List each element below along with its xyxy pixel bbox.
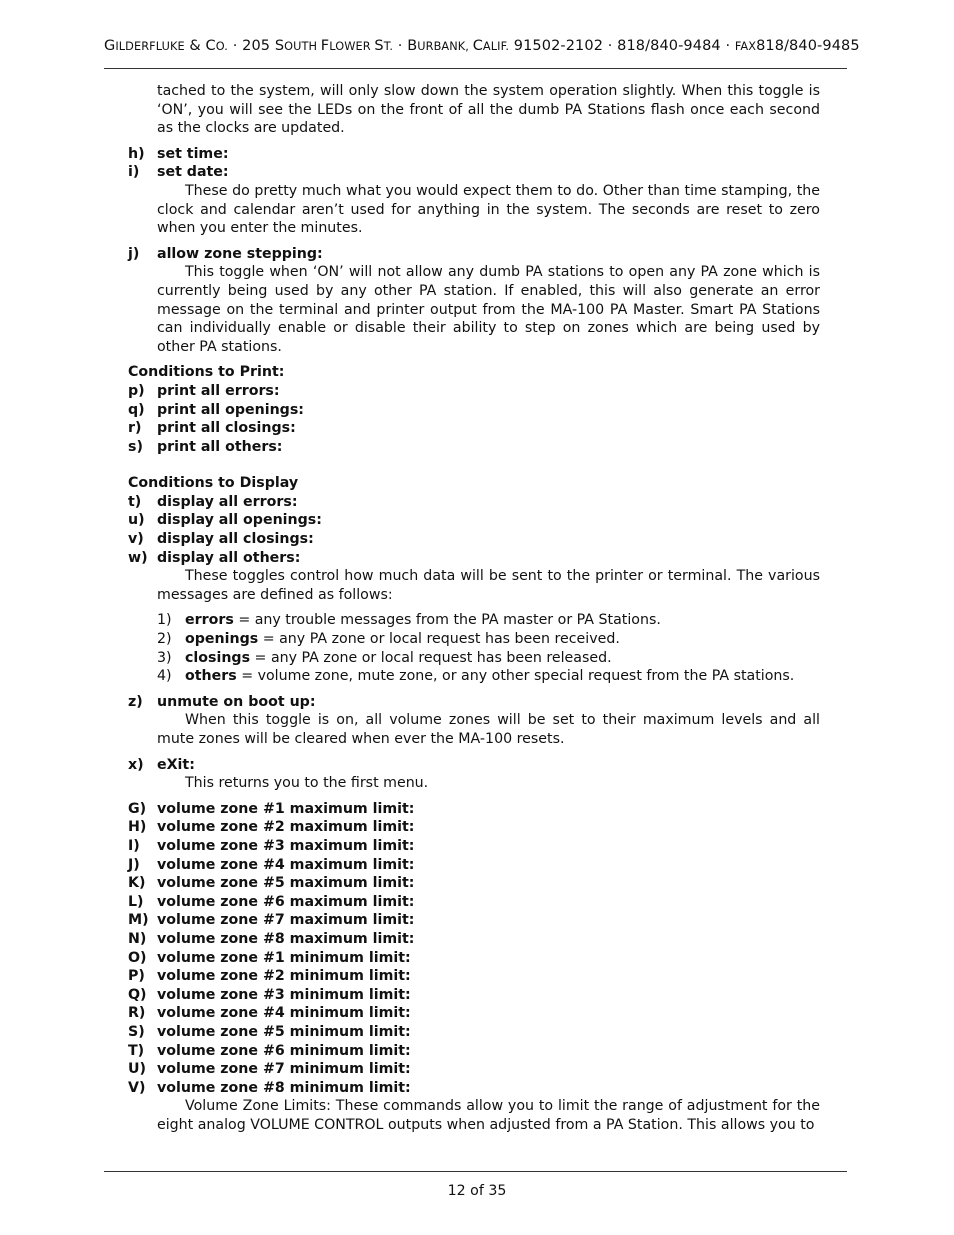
definition-item xyxy=(157,611,820,630)
item-label: volume zone #6 maximum limit: xyxy=(157,893,415,910)
definition-number: 3) xyxy=(157,649,172,666)
item-key: I) xyxy=(128,837,140,854)
item-key: q) xyxy=(128,401,145,418)
time-description: These do pretty much what you would expect them to do. Other than time stamping, the clock and calendar aren’t used for anything in the system. The seconds are reset to zero when you enter the minutes. xyxy=(157,182,820,237)
page-content xyxy=(128,82,820,1134)
item-label: volume zone #7 minimum limit: xyxy=(157,1061,411,1078)
item-key: K) xyxy=(128,875,146,892)
definition-item xyxy=(157,649,820,668)
item-key: i) xyxy=(128,164,140,181)
volume-limit-item xyxy=(128,967,820,986)
item-label: volume zone #1 minimum limit: xyxy=(157,949,411,966)
menu-item xyxy=(128,145,820,164)
item-key: G) xyxy=(128,800,147,817)
volume-limit-item xyxy=(128,1079,820,1098)
display-toggle-item xyxy=(128,511,820,530)
zone-stepping-description: This toggle when ‘ON’ will not allow any dumb PA stations to open any PA zone which is currently being used by any other PA station. If enabled, this will also generate an error message on the terminal and printer output from the MA-100 PA Master. Smart PA Stations can individually enable or disable their ability to step on zones which are being used by other PA stations. xyxy=(157,264,820,355)
page-number: 12 of 35 xyxy=(447,1183,507,1199)
unmute-description: When this toggle is on, all volume zones will be set to their maximum levels and all mute zones will be cleared when ever the MA-100 resets. xyxy=(157,712,820,747)
item-key: h) xyxy=(128,145,145,162)
volume-limit-item xyxy=(128,1023,820,1042)
display-items xyxy=(128,493,820,567)
item-key: M) xyxy=(128,912,149,929)
item-label: volume zone #3 maximum limit: xyxy=(157,837,415,854)
print-toggle-item xyxy=(128,401,820,420)
item-key: H) xyxy=(128,819,147,836)
item-label: volume zone #2 minimum limit: xyxy=(157,968,411,985)
definition-item xyxy=(157,667,820,686)
definition-term: closings xyxy=(185,649,251,666)
volume-description: Volume Zone Limits: These commands allow you to limit the range of adjustment for the eight analog VOLUME CONTROL outputs when adjusted from a PA Station. This allows you to xyxy=(157,1098,820,1133)
volume-limit-item xyxy=(128,930,820,949)
intro-paragraph: tached to the system, will only slow down the system operation slightly. When this toggle is ‘ON’, you will see the LEDs on the front of all the dumb PA Stations flash once each second as the clocks are updated. xyxy=(157,83,820,137)
item-label: print all others: xyxy=(157,438,283,455)
print-toggle-item xyxy=(128,419,820,438)
print-toggle-item xyxy=(128,438,820,457)
item-key: u) xyxy=(128,512,145,529)
display-toggle-item xyxy=(128,530,820,549)
item-key: O) xyxy=(128,949,147,966)
volume-limit-item xyxy=(128,856,820,875)
item-label: volume zone #1 maximum limit: xyxy=(157,800,415,817)
volume-limit-item xyxy=(128,800,820,819)
definition-term: errors xyxy=(185,612,234,629)
item-key: v) xyxy=(128,531,144,548)
menu-item xyxy=(128,163,820,182)
item-key: P) xyxy=(128,968,145,985)
item-label: display all errors: xyxy=(157,493,298,510)
item-label: set time: xyxy=(157,145,229,162)
item-label: volume zone #4 maximum limit: xyxy=(157,856,415,873)
exit-item: x) eXit: xyxy=(128,756,195,773)
display-toggle-item xyxy=(128,549,820,568)
item-label: print all closings: xyxy=(157,420,296,437)
definition-text: = volume zone, mute zone, or any other special request from the PA stations. xyxy=(236,668,795,685)
item-label: volume zone #7 maximum limit: xyxy=(157,912,415,929)
item-label: print all errors: xyxy=(157,382,280,399)
unmute-item: z) unmute on boot up: xyxy=(128,693,316,710)
volume-limit-item xyxy=(128,893,820,912)
zone-stepping-item: j) allow zone stepping: xyxy=(128,245,323,262)
item-label: print all openings: xyxy=(157,401,304,418)
definition-number: 1) xyxy=(157,612,172,629)
volume-limit-item xyxy=(128,818,820,837)
print-items xyxy=(128,382,820,456)
definition-number: 4) xyxy=(157,668,172,685)
definition-term: others xyxy=(185,668,237,685)
volume-limit-item xyxy=(128,949,820,968)
item-key: V) xyxy=(128,1079,146,1096)
header-rule xyxy=(104,68,847,69)
item-key: p) xyxy=(128,382,145,399)
volume-limit-item xyxy=(128,874,820,893)
item-label: display all openings: xyxy=(157,512,322,529)
item-label: display all others: xyxy=(157,549,301,566)
item-key: U) xyxy=(128,1061,147,1078)
definition-text: = any PA zone or local request has been released. xyxy=(250,649,612,666)
print-toggle-item xyxy=(128,382,820,401)
item-key: L) xyxy=(128,893,144,910)
item-key: t) xyxy=(128,493,142,510)
exit-description: This returns you to the first menu. xyxy=(185,775,429,792)
definition-term: openings xyxy=(185,631,259,648)
volume-limit-item xyxy=(128,911,820,930)
item-label: set date: xyxy=(157,164,229,181)
volume-limit-item xyxy=(128,1042,820,1061)
display-heading: Conditions to Display xyxy=(128,475,299,492)
item-label: volume zone #8 minimum limit: xyxy=(157,1079,411,1096)
volume-limit-item xyxy=(128,837,820,856)
item-label: volume zone #3 minimum limit: xyxy=(157,986,411,1003)
item-label: volume zone #5 minimum limit: xyxy=(157,1023,411,1040)
item-label: volume zone #5 maximum limit: xyxy=(157,875,415,892)
footer-rule xyxy=(104,1171,847,1172)
item-label: volume zone #2 maximum limit: xyxy=(157,819,415,836)
item-key: T) xyxy=(128,1042,145,1059)
definition-item xyxy=(157,630,820,649)
display-toggle-item xyxy=(128,493,820,512)
item-label: volume zone #8 maximum limit: xyxy=(157,930,415,947)
volume-limit-item xyxy=(128,986,820,1005)
item-key: S) xyxy=(128,1023,145,1040)
definition-text: = any trouble messages from the PA master or PA Stations. xyxy=(233,612,661,629)
display-description: These toggles control how much data will be sent to the printer or terminal. The various messages are defined as follows: xyxy=(157,568,820,603)
item-label: volume zone #4 minimum limit: xyxy=(157,1005,411,1022)
page-header: GILDERFLUKE & CO. · 205 SOUTH FLOWER ST. · BURBANK, CALIF. 91502-2102 · 818/840-9484 · FAX818/840-9485 xyxy=(104,38,860,54)
item-key: r) xyxy=(128,420,142,437)
item-key: w) xyxy=(128,549,148,566)
item-label: volume zone #6 minimum limit: xyxy=(157,1042,411,1059)
volume-limit-item xyxy=(128,1060,820,1079)
item-key: s) xyxy=(128,438,143,455)
item-label: display all closings: xyxy=(157,531,314,548)
definitions-list xyxy=(157,611,820,685)
volume-items xyxy=(128,800,820,1098)
item-key: R) xyxy=(128,1005,146,1022)
item-key: Q) xyxy=(128,986,147,1003)
item-key: J) xyxy=(128,856,140,873)
item-key: N) xyxy=(128,930,147,947)
definition-text: = any PA zone or local request has been received. xyxy=(258,631,620,648)
volume-limit-item xyxy=(128,1004,820,1023)
time-items xyxy=(128,145,820,182)
definition-number: 2) xyxy=(157,631,172,648)
print-heading: Conditions to Print: xyxy=(128,364,285,381)
